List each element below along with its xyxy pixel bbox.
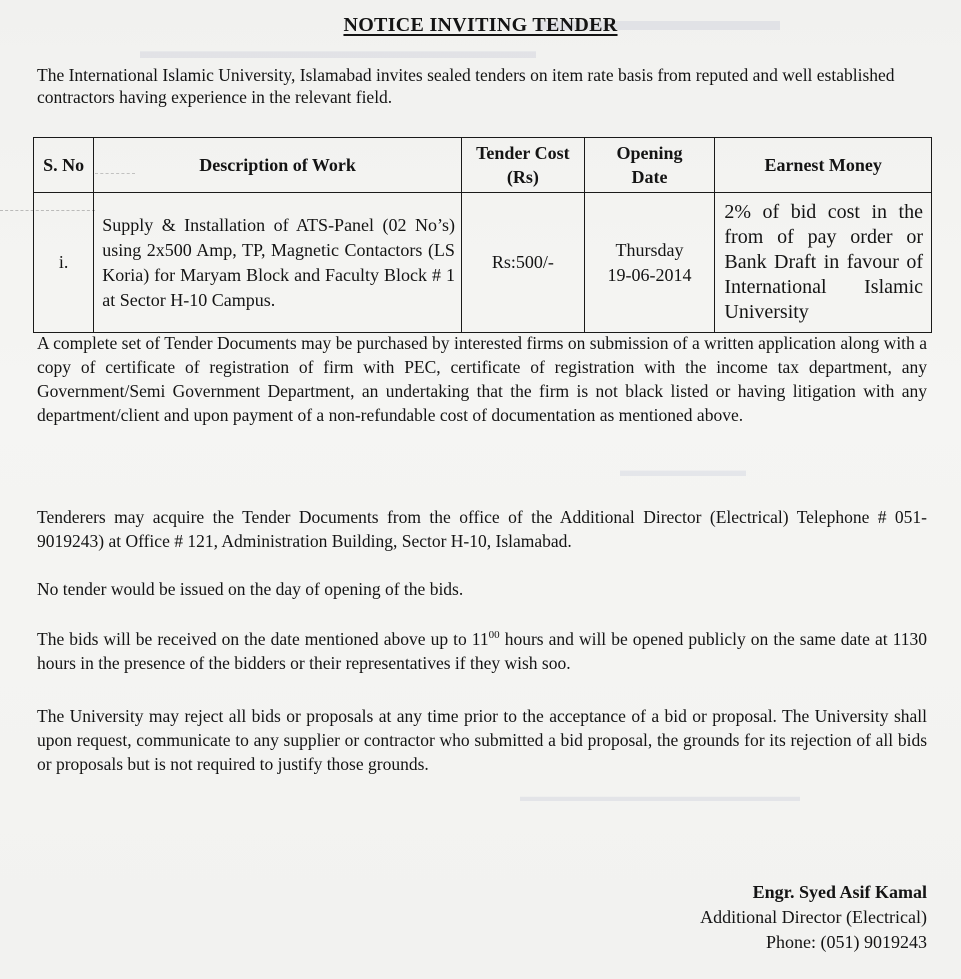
- signatory-phone: Phone: (051) 9019243: [766, 932, 927, 952]
- opening-day: Thursday: [615, 239, 684, 260]
- cell-earnest-money: 2% of bid cost in the from of pay order or Bank Draft in favour of International Islamic University: [715, 193, 932, 333]
- signatory-name: Engr. Syed Asif Kamal: [752, 882, 927, 902]
- header-earnest-money: Earnest Money: [715, 138, 932, 193]
- header-sno: S. No: [34, 138, 94, 193]
- bids-text-b: hours and will be opened publicly on the same date at 1130 hours in the presence of the bidders or their representatives if they wish soo.: [37, 629, 927, 673]
- opening-date-value: 19-06-2014: [607, 264, 692, 285]
- signature-block: [700, 880, 927, 955]
- bleed-through-mark: ▬▬▬▬▬▬▬▬: [540, 4, 780, 37]
- intro-paragraph: The International Islamic University, Islamabad invites sealed tenders on item rate basis from reputed and well established contractors having experience in the relevant field.: [37, 65, 895, 107]
- signatory-designation: Additional Director (Electrical): [700, 907, 927, 927]
- tender-table-header-row: [34, 138, 932, 193]
- bids-paragraph: [37, 627, 927, 675]
- documents-paragraph: A complete set of Tender Documents may be purchased by interested firms on submission of a written application along with a copy of certificate of registration of firm with PEC, certificate of registration with the income tax department, any Government/Semi Government Department, an undertaking that the firm is not black listed or having litigation with any department/client and upon payment of a non-refundable cost of documentation as mentioned above.: [37, 333, 927, 425]
- table-row: [34, 193, 932, 333]
- tender-table: [33, 137, 932, 333]
- header-opening-date: Opening Date: [584, 138, 715, 193]
- bleed-through-mark: ▬▬▬▬▬▬▬: [620, 460, 746, 480]
- bids-text-a: The bids will be received on the date mentioned above up to 11: [37, 629, 489, 649]
- acquire-paragraph: Tenderers may acquire the Tender Documents from the office of the Additional Director (Electrical) Telephone # 051-9019243) at Office # 121, Administration Building, Sector H-10, Islamabad.: [37, 507, 927, 551]
- bleed-through-mark: ▬▬▬▬▬▬▬▬▬▬▬▬▬▬▬▬▬▬: [140, 38, 536, 63]
- header-tender-cost: Tender Cost (Rs): [461, 138, 584, 193]
- no-tender-paragraph: No tender would be issued on the day of opening of the bids.: [37, 579, 464, 599]
- notice-title: [0, 14, 961, 37]
- cell-tender-cost: Rs:500/-: [461, 193, 584, 333]
- header-description: Description of Work: [94, 138, 462, 193]
- cell-sno: i.: [34, 193, 94, 333]
- cell-description: Supply & Installation of ATS-Panel (02 No’s) using 2x500 Amp, TP, Magnetic Contactors (LS Koria) for Maryam Block and Faculty Block # 1 at Sector H-10 Campus.: [94, 193, 462, 333]
- cell-opening-date: [584, 193, 715, 333]
- bids-time-superscript: 00: [488, 629, 500, 642]
- notice-title-text: NOTICE INVITING TENDER: [343, 14, 618, 36]
- bleed-through-mark: ▬▬▬▬▬▬▬▬▬▬▬▬▬▬▬▬▬▬▬▬: [520, 790, 800, 805]
- reject-paragraph: The University may reject all bids or proposals at any time prior to the acceptance of a bid or proposal. The University shall upon request, communicate to any supplier or contractor who submitted a bid proposal, the grounds for its rejection of all bids or proposals but is not required to justify those grounds.: [37, 706, 927, 774]
